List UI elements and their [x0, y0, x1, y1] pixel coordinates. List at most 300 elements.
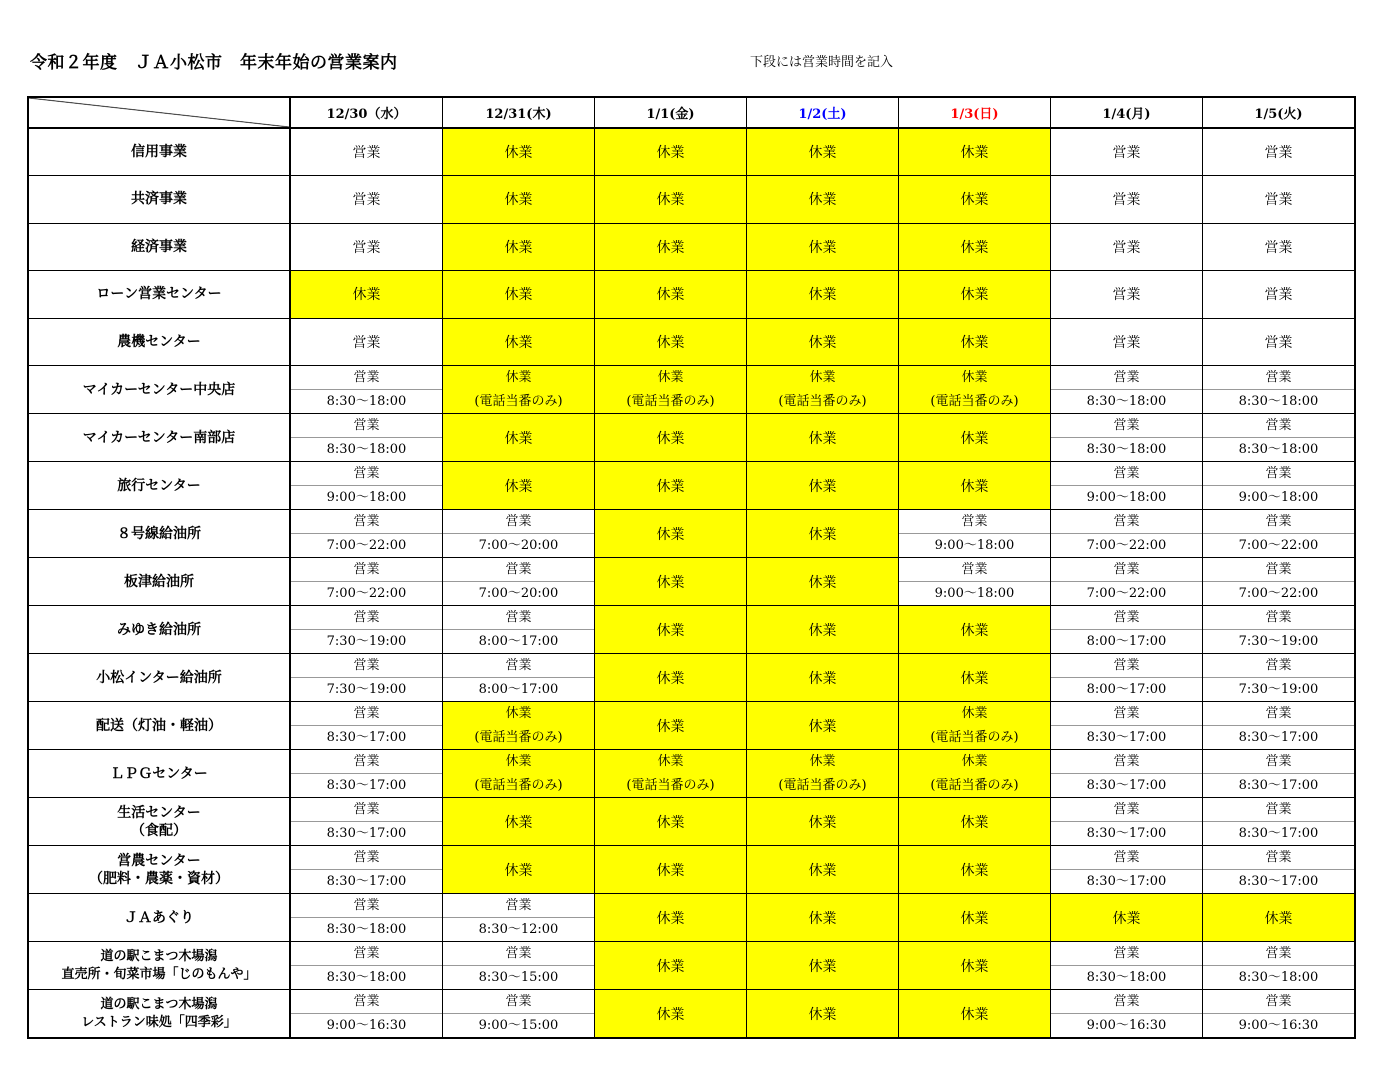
- table-row: [28, 462, 1355, 510]
- table-row: [28, 846, 1355, 894]
- department-name: [28, 366, 290, 414]
- closed-cell: [595, 128, 747, 176]
- department-name-line: 板津給油所: [124, 573, 194, 590]
- status-text: 営業: [1203, 942, 1354, 966]
- status-text: 休業: [656, 526, 685, 543]
- status-text: 休業: [656, 1006, 685, 1023]
- open-cell: [290, 366, 443, 414]
- closed-cell: [747, 942, 899, 990]
- table-row: [28, 558, 1355, 606]
- closed-cell: [595, 990, 747, 1039]
- hours-text: 8:30～18:00: [326, 970, 407, 985]
- status-text: 営業: [1112, 192, 1141, 209]
- status-text: 休業: [808, 910, 837, 927]
- status-text: 休業: [961, 370, 988, 385]
- status-text: 営業: [1051, 510, 1202, 534]
- status-text: 営業: [1203, 798, 1354, 822]
- open-cell: [899, 558, 1051, 606]
- open-cell: [1051, 990, 1203, 1039]
- status-text: 営業: [1203, 366, 1354, 390]
- status-text: 休業: [504, 287, 533, 304]
- status-text: 営業: [1051, 750, 1202, 774]
- open-cell: [1203, 510, 1356, 558]
- closed-cell: [290, 271, 443, 319]
- status-text: 休業: [960, 1006, 989, 1023]
- open-cell: [1203, 366, 1356, 414]
- status-text: 営業: [291, 702, 442, 726]
- closed-cell: [747, 128, 899, 176]
- open-cell: [290, 318, 443, 366]
- department-name: [28, 702, 290, 750]
- hours-text: 8:30～15:00: [478, 970, 559, 985]
- status-text: 営業: [291, 798, 442, 822]
- hours-text: 9:00～18:00: [934, 538, 1015, 553]
- status-text: 営業: [1051, 846, 1202, 870]
- status-text: 休業: [960, 910, 989, 927]
- open-cell: [1051, 318, 1203, 366]
- hours-text: 8:30～18:00: [326, 394, 407, 409]
- status-text: 休業: [808, 526, 837, 543]
- open-cell: [290, 414, 443, 462]
- closed-cell: [595, 942, 747, 990]
- closed-cell: [595, 510, 747, 558]
- department-name: [28, 990, 290, 1039]
- open-cell: [443, 606, 595, 654]
- closed-cell: [1203, 894, 1356, 942]
- hours-text: 8:30～18:00: [1086, 970, 1167, 985]
- status-text: 休業: [808, 622, 837, 639]
- hours-text: (電話当番のみ): [626, 778, 715, 793]
- status-text: 休業: [808, 862, 837, 879]
- open-cell: [1051, 654, 1203, 702]
- closed-cell: [443, 462, 595, 510]
- hours-text: 8:30～17:00: [1086, 874, 1167, 889]
- closed-cell: [899, 606, 1051, 654]
- open-cell: [1051, 176, 1203, 224]
- closed-cell: [899, 846, 1051, 894]
- open-cell: [1203, 318, 1356, 366]
- open-cell: [1051, 510, 1203, 558]
- status-text: 休業: [960, 192, 989, 209]
- hours-text: 8:30～17:00: [1086, 826, 1167, 841]
- status-text: 営業: [291, 654, 442, 678]
- closed-cell: [899, 990, 1051, 1039]
- hours-text: 9:00～18:00: [1238, 490, 1319, 505]
- open-cell: [1051, 942, 1203, 990]
- closed-cell: [747, 846, 899, 894]
- department-name-line: ８号線給油所: [117, 525, 201, 542]
- department-name-line: みゆき給油所: [117, 621, 201, 638]
- open-cell: [1203, 462, 1356, 510]
- closed-cell: [1051, 894, 1203, 942]
- status-text: 営業: [291, 414, 442, 438]
- closed-cell: [443, 223, 595, 271]
- open-cell: [290, 846, 443, 894]
- department-name-line: ＪＡあぐり: [124, 909, 194, 926]
- hours-text: 9:00～16:30: [1086, 1018, 1167, 1033]
- status-text: 休業: [656, 814, 685, 831]
- department-name: [28, 176, 290, 224]
- table-row: [28, 414, 1355, 462]
- hours-text: 9:00～18:00: [326, 490, 407, 505]
- department-name-line: 直売所・旬菜市場「じのもんや」: [61, 966, 257, 982]
- closed-cell: [747, 510, 899, 558]
- status-text: 休業: [960, 430, 989, 447]
- open-cell: [1051, 128, 1203, 176]
- status-text: 休業: [808, 239, 837, 256]
- status-text: 休業: [505, 706, 532, 721]
- status-text: 休業: [808, 958, 837, 975]
- closed-cell: [747, 558, 899, 606]
- status-text: 営業: [1112, 287, 1141, 304]
- status-text: 休業: [656, 239, 685, 256]
- status-text: 休業: [657, 754, 684, 769]
- table-row: [28, 798, 1355, 846]
- status-text: 休業: [960, 958, 989, 975]
- status-text: 営業: [1264, 287, 1293, 304]
- status-text: 休業: [504, 478, 533, 495]
- open-cell: [1203, 414, 1356, 462]
- status-text: 休業: [656, 670, 685, 687]
- department-name-line: 道の駅こまつ木場潟: [100, 996, 218, 1012]
- department-name-line: マイカーセンター南部店: [82, 429, 236, 446]
- closed-cell: [747, 894, 899, 942]
- hours-text: 9:00～16:30: [326, 1018, 407, 1033]
- closed-cell: [899, 702, 1051, 750]
- hours-text: 7:00～22:00: [1238, 586, 1319, 601]
- closed-cell: [899, 942, 1051, 990]
- hours-text: 8:30～18:00: [1238, 442, 1319, 457]
- status-text: 営業: [1264, 334, 1293, 351]
- status-text: 営業: [443, 990, 594, 1014]
- closed-cell: [443, 366, 595, 414]
- status-text: 休業: [504, 814, 533, 831]
- status-text: 営業: [1051, 462, 1202, 486]
- department-name: [28, 654, 290, 702]
- open-cell: [1203, 654, 1356, 702]
- hours-text: 9:00～18:00: [1086, 490, 1167, 505]
- status-text: 営業: [352, 192, 381, 209]
- status-text: 休業: [809, 370, 836, 385]
- hours-text: 7:00～22:00: [326, 538, 407, 553]
- table-row: [28, 128, 1355, 176]
- status-text: 営業: [1203, 654, 1354, 678]
- status-text: 営業: [291, 510, 442, 534]
- closed-cell: [595, 462, 747, 510]
- status-text: 営業: [1051, 798, 1202, 822]
- table-row: [28, 654, 1355, 702]
- page-title: 令和２年度 ＪＡ小松市 年末年始の営業案内: [30, 53, 398, 73]
- closed-cell: [595, 271, 747, 319]
- status-text: 休業: [960, 287, 989, 304]
- closed-cell: [443, 750, 595, 798]
- hours-text: 7:00～22:00: [1086, 586, 1167, 601]
- open-cell: [290, 606, 443, 654]
- hours-text: 7:30～19:00: [1238, 634, 1319, 649]
- closed-cell: [899, 750, 1051, 798]
- hours-text: 8:30～18:00: [1086, 442, 1167, 457]
- status-text: 休業: [504, 430, 533, 447]
- status-text: 営業: [1203, 846, 1354, 870]
- open-cell: [1203, 990, 1356, 1039]
- open-cell: [290, 798, 443, 846]
- status-text: 営業: [291, 846, 442, 870]
- status-text: 休業: [808, 814, 837, 831]
- closed-cell: [747, 702, 899, 750]
- status-text: 営業: [1203, 462, 1354, 486]
- hours-text: 8:30～17:00: [1086, 778, 1167, 793]
- date-header: 1/2(土): [747, 97, 899, 128]
- department-name: [28, 318, 290, 366]
- status-text: 休業: [656, 718, 685, 735]
- hours-text: 8:00～17:00: [478, 682, 559, 697]
- closed-cell: [595, 894, 747, 942]
- closed-cell: [747, 366, 899, 414]
- open-cell: [1203, 176, 1356, 224]
- department-name: [28, 510, 290, 558]
- open-cell: [1203, 223, 1356, 271]
- header-row: [28, 97, 1355, 128]
- closed-cell: [899, 318, 1051, 366]
- open-cell: [1203, 558, 1356, 606]
- status-text: 休業: [656, 958, 685, 975]
- table-row: [28, 750, 1355, 798]
- table-row: [28, 702, 1355, 750]
- hours-text: 8:30～18:00: [326, 922, 407, 937]
- closed-cell: [899, 894, 1051, 942]
- open-cell: [1203, 606, 1356, 654]
- closed-cell: [595, 558, 747, 606]
- hours-text: (電話当番のみ): [474, 778, 563, 793]
- status-text: 営業: [443, 894, 594, 918]
- open-cell: [1051, 606, 1203, 654]
- hours-text: 7:00～20:00: [478, 538, 559, 553]
- closed-cell: [443, 176, 595, 224]
- closed-cell: [747, 271, 899, 319]
- status-text: 休業: [808, 430, 837, 447]
- open-cell: [290, 176, 443, 224]
- status-text: 休業: [960, 622, 989, 639]
- hours-text: 7:00～22:00: [1086, 538, 1167, 553]
- date-header: 1/3(日): [899, 97, 1051, 128]
- closed-cell: [899, 414, 1051, 462]
- status-text: 営業: [1051, 558, 1202, 582]
- status-text: 営業: [291, 606, 442, 630]
- status-text: 休業: [809, 754, 836, 769]
- department-name-line: ＬＰＧセンター: [110, 765, 208, 782]
- hours-text: (電話当番のみ): [474, 394, 563, 409]
- status-text: 休業: [960, 670, 989, 687]
- closed-cell: [595, 223, 747, 271]
- status-text: 休業: [808, 670, 837, 687]
- table-row: [28, 366, 1355, 414]
- date-header: 1/1(金): [595, 97, 747, 128]
- open-cell: [290, 223, 443, 271]
- open-cell: [1051, 558, 1203, 606]
- status-text: 休業: [808, 718, 837, 735]
- department-name: [28, 414, 290, 462]
- note-text: 下段には営業時間を記入: [750, 55, 894, 70]
- status-text: 休業: [504, 192, 533, 209]
- department-name-line: ローン営業センター: [96, 286, 222, 303]
- status-text: 休業: [352, 287, 381, 304]
- department-name-line: 営農センター: [117, 852, 201, 869]
- date-header: 1/5(火): [1203, 97, 1356, 128]
- status-text: 営業: [1051, 414, 1202, 438]
- status-text: 営業: [443, 558, 594, 582]
- status-text: 営業: [1112, 145, 1141, 161]
- open-cell: [1051, 366, 1203, 414]
- hours-text: (電話当番のみ): [930, 778, 1019, 793]
- status-text: 休業: [808, 574, 837, 591]
- hours-text: 7:30～19:00: [326, 634, 407, 649]
- closed-cell: [899, 271, 1051, 319]
- status-text: 休業: [656, 287, 685, 304]
- department-name-line: 信用事業: [131, 144, 187, 160]
- department-name: [28, 223, 290, 271]
- status-text: 営業: [291, 750, 442, 774]
- status-text: 営業: [443, 510, 594, 534]
- open-cell: [1051, 271, 1203, 319]
- hours-text: (電話当番のみ): [930, 394, 1019, 409]
- closed-cell: [747, 654, 899, 702]
- department-name: [28, 798, 290, 846]
- status-text: 営業: [443, 654, 594, 678]
- status-text: 営業: [443, 606, 594, 630]
- status-text: 営業: [1203, 510, 1354, 534]
- department-name-line: 生活センター: [117, 804, 201, 821]
- status-text: 休業: [808, 334, 837, 351]
- status-text: 休業: [656, 145, 685, 161]
- hours-text: 8:30～18:00: [1238, 394, 1319, 409]
- closed-cell: [899, 366, 1051, 414]
- hours-text: 8:00～17:00: [1086, 682, 1167, 697]
- status-text: 営業: [1051, 942, 1202, 966]
- hours-text: 8:30～17:00: [326, 826, 407, 841]
- status-text: 営業: [1264, 239, 1293, 256]
- department-name: [28, 846, 290, 894]
- status-text: 休業: [960, 239, 989, 256]
- date-header: 12/31(木): [443, 97, 595, 128]
- status-text: 休業: [960, 478, 989, 495]
- open-cell: [1051, 223, 1203, 271]
- status-text: 営業: [443, 942, 594, 966]
- schedule-table: [27, 96, 1356, 1039]
- open-cell: [1051, 702, 1203, 750]
- table-row: [28, 990, 1355, 1039]
- open-cell: [290, 942, 443, 990]
- table-row: [28, 176, 1355, 224]
- status-text: 休業: [504, 334, 533, 351]
- hours-text: 7:30～19:00: [326, 682, 407, 697]
- hours-text: 8:30～17:00: [326, 874, 407, 889]
- status-text: 営業: [899, 558, 1050, 582]
- closed-cell: [443, 846, 595, 894]
- hours-text: (電話当番のみ): [778, 394, 867, 409]
- open-cell: [443, 894, 595, 942]
- department-name: [28, 271, 290, 319]
- open-cell: [290, 702, 443, 750]
- hours-text: 8:30～17:00: [1086, 730, 1167, 745]
- hours-text: 7:00～22:00: [1238, 538, 1319, 553]
- open-cell: [290, 654, 443, 702]
- table-row: [28, 942, 1355, 990]
- closed-cell: [595, 176, 747, 224]
- status-text: 休業: [656, 192, 685, 209]
- closed-cell: [595, 606, 747, 654]
- open-cell: [1203, 702, 1356, 750]
- status-text: 休業: [656, 430, 685, 447]
- open-cell: [443, 942, 595, 990]
- hours-text: 8:30～18:00: [1086, 394, 1167, 409]
- closed-cell: [747, 798, 899, 846]
- status-text: 営業: [899, 510, 1050, 534]
- status-text: 休業: [505, 370, 532, 385]
- closed-cell: [747, 462, 899, 510]
- date-header: 12/30（水）: [290, 97, 443, 128]
- status-text: 休業: [657, 370, 684, 385]
- table-row: [28, 271, 1355, 319]
- closed-cell: [747, 606, 899, 654]
- open-cell: [1203, 846, 1356, 894]
- status-text: 休業: [505, 754, 532, 769]
- open-cell: [290, 750, 443, 798]
- status-text: 営業: [1203, 414, 1354, 438]
- department-name: [28, 894, 290, 942]
- department-name-line: （食配）: [131, 822, 187, 839]
- status-text: 営業: [352, 334, 381, 351]
- status-text: 休業: [960, 814, 989, 831]
- closed-cell: [443, 318, 595, 366]
- status-text: 休業: [808, 145, 837, 161]
- status-text: 休業: [504, 239, 533, 256]
- status-text: 休業: [808, 1006, 837, 1023]
- hours-text: 8:00～17:00: [478, 634, 559, 649]
- status-text: 営業: [291, 894, 442, 918]
- status-text: 休業: [961, 706, 988, 721]
- closed-cell: [747, 223, 899, 271]
- status-text: 営業: [1203, 990, 1354, 1014]
- hours-text: 9:00～18:00: [934, 586, 1015, 601]
- open-cell: [1203, 271, 1356, 319]
- open-cell: [1051, 846, 1203, 894]
- status-text: 休業: [656, 862, 685, 879]
- hours-text: 8:30～17:00: [326, 730, 407, 745]
- department-name-line: 経済事業: [131, 238, 187, 255]
- department-name-line: 農機センター: [117, 333, 201, 350]
- open-cell: [1203, 750, 1356, 798]
- closed-cell: [747, 414, 899, 462]
- status-text: 営業: [1264, 192, 1293, 209]
- closed-cell: [595, 318, 747, 366]
- status-text: 休業: [960, 145, 989, 161]
- status-text: 休業: [656, 574, 685, 591]
- status-text: 営業: [1112, 334, 1141, 351]
- open-cell: [290, 990, 443, 1039]
- hours-text: (電話当番のみ): [778, 778, 867, 793]
- status-text: 休業: [1264, 910, 1293, 927]
- status-text: 営業: [1051, 654, 1202, 678]
- status-text: 休業: [504, 145, 533, 161]
- closed-cell: [595, 846, 747, 894]
- status-text: 営業: [1051, 606, 1202, 630]
- hours-text: 9:00～15:00: [478, 1018, 559, 1033]
- open-cell: [1203, 798, 1356, 846]
- status-text: 営業: [1264, 145, 1293, 161]
- closed-cell: [899, 798, 1051, 846]
- open-cell: [290, 510, 443, 558]
- department-name-line: 旅行センター: [117, 477, 201, 494]
